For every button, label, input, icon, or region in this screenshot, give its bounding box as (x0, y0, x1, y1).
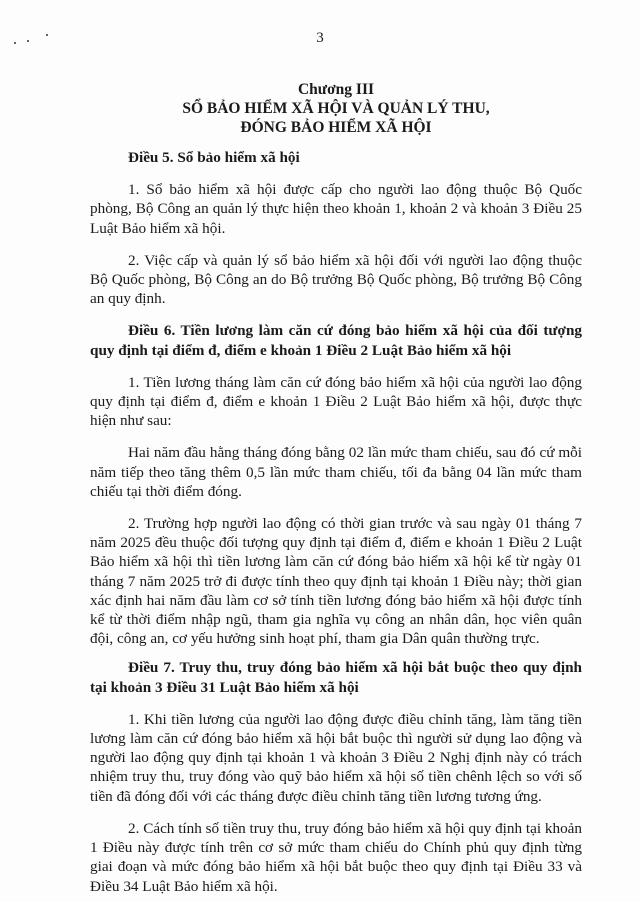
paragraph: 1. Khi tiền lương của người lao động được điều chỉnh tăng, làm tăng tiền lương làm căn cứ đóng bảo hiểm xã hội bắt buộc thì người sử dụng lao động và người lao động quy định tại khoản 1 và khoản 3 Điều 2 Nghị định này có trách nhiệm truy thu, truy đóng vào quỹ bảo hiểm xã hội số tiền chênh lệch so với số tiền đã đóng đối với các tháng được điều chỉnh tăng tiền lương tương ứng. (90, 710, 582, 805)
article-title: Điều 6. Tiền lương làm căn cứ đóng bảo hiểm xã hội của đối tượng quy định tại điểm đ, điểm e khoản 1 Điều 2 Luật Bảo hiểm xã hội (90, 322, 582, 359)
article-title: Điều 5. Sổ bảo hiểm xã hội (128, 149, 300, 166)
document-body (90, 148, 582, 909)
article-6 (90, 321, 582, 648)
article-5 (90, 148, 582, 308)
paragraph: 2. Trường hợp người lao động có thời gian trước và sau ngày 01 tháng 7 năm 2025 đều thuộc đối tượng quy định tại điểm đ, điểm e khoản 1 Điều 2 Luật Bảo hiểm xã hội thì tiền lương làm căn cứ đóng bảo hiểm xã hội kể từ ngày 01 tháng 7 năm 2025 trở đi được tính theo quy định tại khoản 1 Điều này; thời gian xác định hai năm đầu làm cơ sở tính tiền lương đóng bảo hiểm xã hội được tính kể từ thời điểm nhập ngũ, tham gia nghĩa vụ công an nhân dân, học viên quân đội, công an, cơ yếu hưởng sinh hoạt phí, tham gia Dân quân thường trực. (90, 515, 582, 648)
paragraph: 2. Việc cấp và quản lý sổ bảo hiểm xã hội đối với người lao động thuộc Bộ Quốc phòng, Bộ Công an do Bộ trưởng Bộ Quốc phòng, Bộ trưởng Bộ Công an quy định. (90, 251, 582, 308)
paragraph: 2. Cách tính số tiền truy thu, truy đóng bảo hiểm xã hội quy định tại khoản 1 Điều này được tính trên cơ sở mức tham chiếu do Chính phủ quy định từng giai đoạn và mức đóng bảo hiểm xã hội bắt buộc theo quy định tại Điều 33 và Điều 34 Luật Bảo hiểm xã hội. (90, 819, 582, 895)
chapter-title-line-1: SỔ BẢO HIỂM XÃ HỘI VÀ QUẢN LÝ THU, (182, 100, 490, 117)
paragraph: 1. Tiền lương tháng làm căn cứ đóng bảo hiểm xã hội của người lao động quy định tại điểm đ, điểm e khoản 1 Điều 2 Luật Bảo hiểm xã hội, được thực hiện như sau: (90, 373, 582, 430)
chapter-heading (90, 80, 582, 137)
chapter-label: Chương III (297, 81, 375, 98)
article-7 (90, 658, 582, 895)
chapter-title-line-2: ĐÓNG BẢO HIỂM XÃ HỘI (240, 119, 432, 136)
article-title: Điều 7. Truy thu, truy đóng bảo hiểm xã hội bắt buộc theo quy định tại khoản 3 Điều 31 Luật Bảo hiểm xã hội (90, 659, 582, 696)
paragraph: Hai năm đầu hằng tháng đóng bằng 02 lần mức tham chiếu, sau đó cứ mỗi năm tiếp theo tăng thêm 0,5 lần mức tham chiếu, tối đa bằng 04 lần mức tham chiếu tại thời điểm đóng. (90, 444, 582, 500)
paragraph: 1. Sổ bảo hiểm xã hội được cấp cho người lao động thuộc Bộ Quốc phòng, Bộ Công an quản lý thực hiện theo khoản 1, khoản 2 và khoản 3 Điều 25 Luật Bảo hiểm xã hội. (90, 181, 582, 237)
page-number: 3 (316, 30, 324, 46)
